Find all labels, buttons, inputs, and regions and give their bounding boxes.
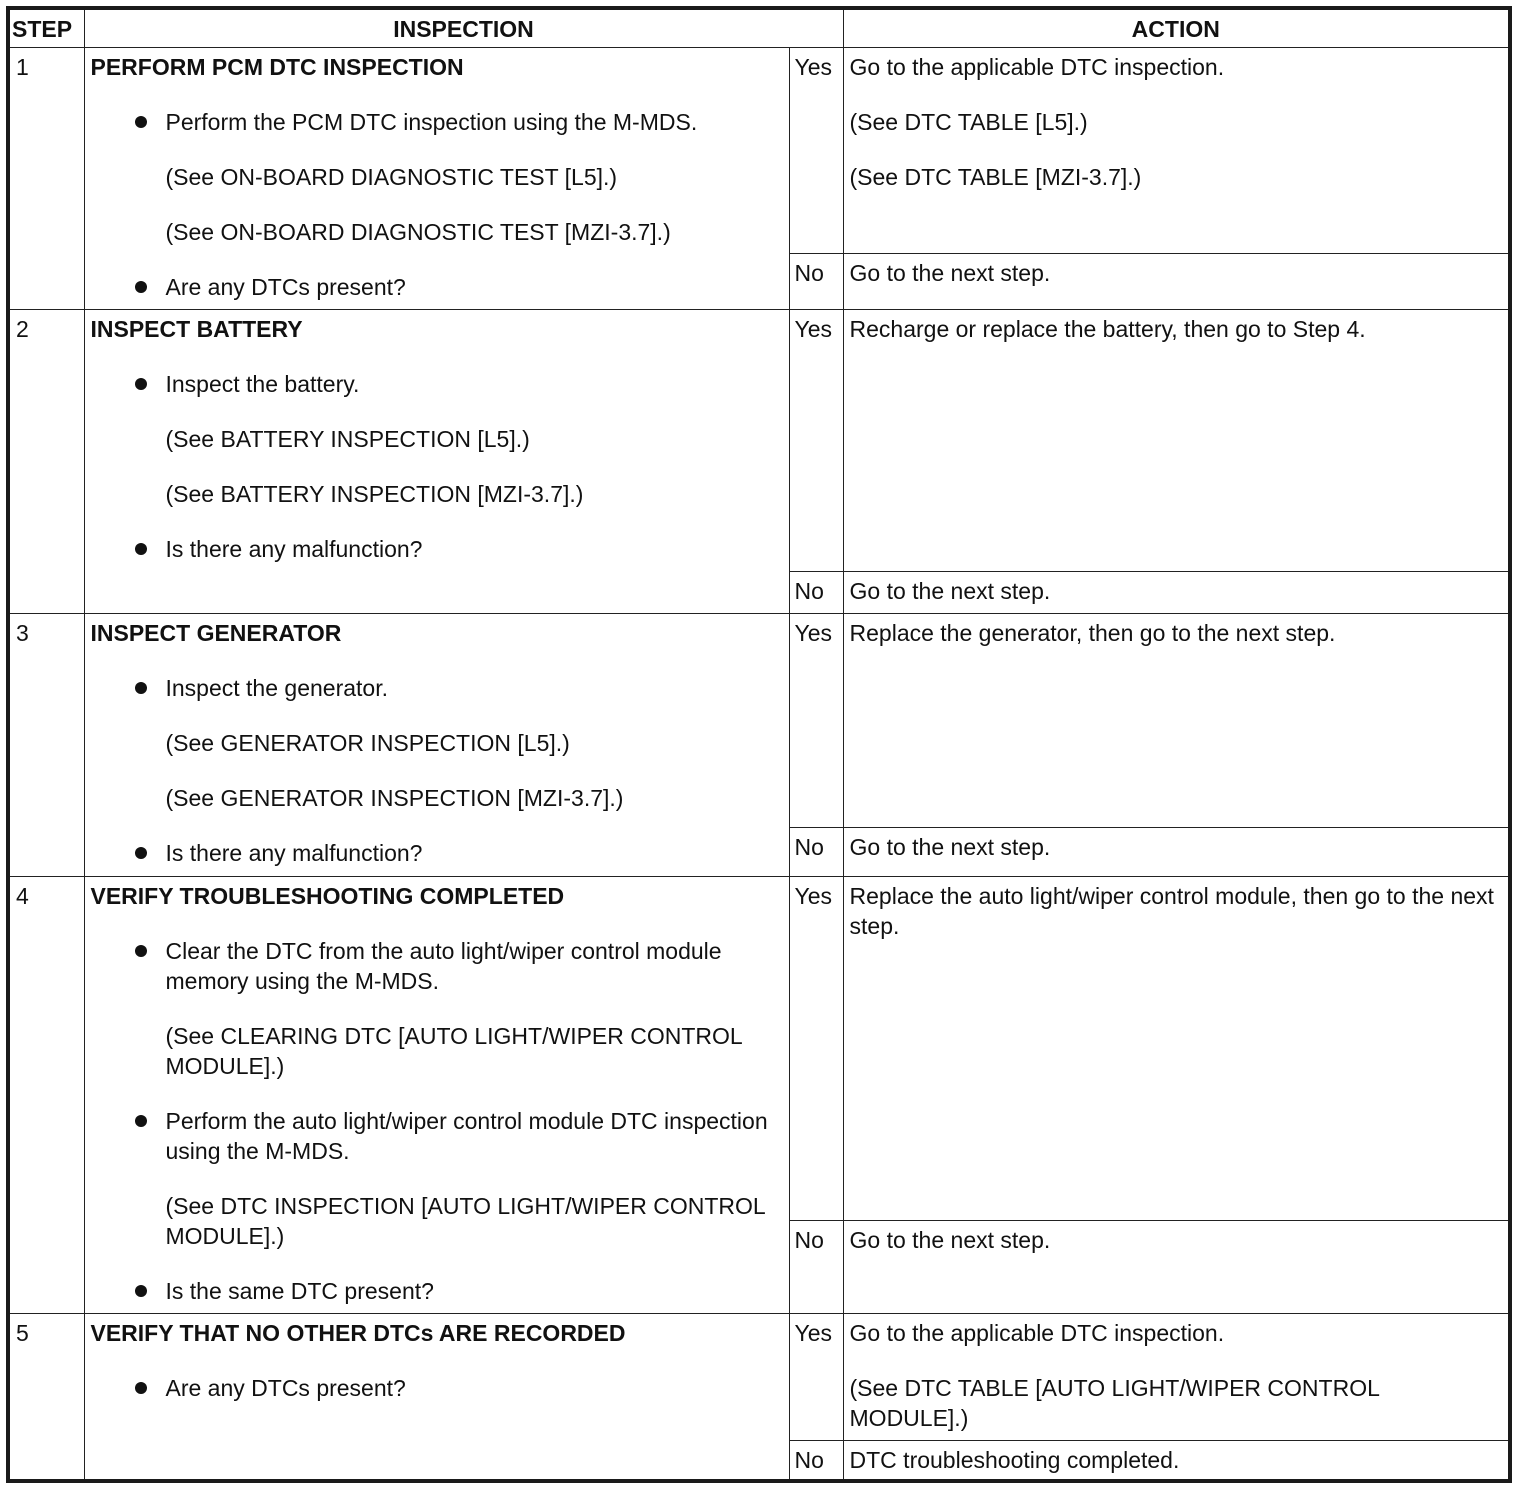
no-action: Go to the next step.	[843, 828, 1510, 877]
reference-text: (See GENERATOR INSPECTION [L5].)	[165, 730, 570, 756]
step-number: 5	[8, 1314, 84, 1481]
reference-text: (See ON-BOARD DIAGNOSTIC TEST [MZI-3.7].)	[165, 219, 671, 245]
step-4-yes-row	[8, 877, 1510, 1221]
step-2-yes-row	[8, 310, 1510, 572]
no-label: No	[789, 254, 843, 310]
header-inspection: INSPECTION	[84, 8, 843, 48]
no-label: No	[789, 572, 843, 614]
step-1-yes-row	[8, 48, 1510, 254]
yes-label: Yes	[789, 1314, 843, 1441]
yes-label: Yes	[789, 48, 843, 254]
reference-text: (See BATTERY INSPECTION [MZI-3.7].)	[165, 481, 584, 507]
no-label: No	[789, 1221, 843, 1314]
yes-action	[843, 1314, 1510, 1441]
yes-action: Replace the auto light/wiper control module, then go to the next step.	[843, 877, 1510, 1221]
step-title: INSPECT GENERATOR	[90, 620, 342, 646]
bullet-item: Is there any malfunction?	[91, 534, 784, 564]
step-number: 1	[8, 48, 84, 310]
bullet-item: Perform the auto light/wiper control module DTC inspection using the M-MDS.	[91, 1106, 784, 1166]
action-text: Go to the applicable DTC inspection.	[849, 54, 1225, 80]
step-inspection	[84, 1314, 789, 1481]
action-text: Go to the applicable DTC inspection.	[849, 1320, 1225, 1346]
reference-text: (See GENERATOR INSPECTION [MZI-3.7].)	[165, 785, 624, 811]
troubleshooting-table	[6, 6, 1512, 1483]
bullet-item: Inspect the generator.	[91, 673, 784, 703]
reference-text: (See CLEARING DTC [AUTO LIGHT/WIPER CONTROL MODULE].)	[165, 1023, 742, 1079]
bullet-item: Inspect the battery.	[91, 369, 784, 399]
step-inspection	[84, 310, 789, 614]
yes-action	[843, 48, 1510, 254]
bullet-item: Clear the DTC from the auto light/wiper control module memory using the M-MDS.	[91, 936, 784, 996]
no-action: Go to the next step.	[843, 1221, 1510, 1314]
bullet-item: Are any DTCs present?	[91, 1373, 784, 1403]
yes-label: Yes	[789, 877, 843, 1221]
bullet-item: Is the same DTC present?	[91, 1276, 784, 1306]
no-action: Go to the next step.	[843, 572, 1510, 614]
step-title: PERFORM PCM DTC INSPECTION	[90, 54, 464, 80]
bullet-item: Perform the PCM DTC inspection using the M-MDS.	[91, 107, 784, 137]
yes-label: Yes	[789, 614, 843, 828]
yes-action: Replace the generator, then go to the next step.	[843, 614, 1510, 828]
step-title: VERIFY THAT NO OTHER DTCs ARE RECORDED	[90, 1320, 626, 1346]
bullet-item: Is there any malfunction?	[91, 838, 784, 868]
step-inspection	[84, 877, 789, 1314]
step-number: 4	[8, 877, 84, 1314]
header-step: STEP	[8, 8, 84, 48]
step-inspection	[84, 614, 789, 877]
step-inspection	[84, 48, 789, 310]
step-number: 2	[8, 310, 84, 614]
step-title: INSPECT BATTERY	[90, 316, 303, 342]
troubleshooting-table-wrapper	[6, 6, 1512, 1483]
yes-label: Yes	[789, 310, 843, 572]
no-action: DTC troubleshooting completed.	[843, 1441, 1510, 1481]
no-action: Go to the next step.	[843, 254, 1510, 310]
reference-text: (See BATTERY INSPECTION [L5].)	[165, 426, 530, 452]
bullet-item: Are any DTCs present?	[91, 272, 784, 302]
no-label: No	[789, 828, 843, 877]
header-row	[8, 8, 1510, 48]
step-number: 3	[8, 614, 84, 877]
action-reference: (See DTC TABLE [MZI-3.7].)	[849, 164, 1142, 190]
no-label: No	[789, 1441, 843, 1481]
header-action: ACTION	[843, 8, 1510, 48]
reference-text: (See DTC INSPECTION [AUTO LIGHT/WIPER CONTROL MODULE].)	[165, 1193, 765, 1249]
step-title: VERIFY TROUBLESHOOTING COMPLETED	[90, 883, 565, 909]
action-reference: (See DTC TABLE [L5].)	[849, 109, 1088, 135]
step-3-yes-row	[8, 614, 1510, 828]
step-5-yes-row	[8, 1314, 1510, 1441]
reference-text: (See ON-BOARD DIAGNOSTIC TEST [L5].)	[165, 164, 618, 190]
yes-action: Recharge or replace the battery, then go to Step 4.	[843, 310, 1510, 572]
action-reference: (See DTC TABLE [AUTO LIGHT/WIPER CONTROL MODULE].)	[849, 1375, 1380, 1431]
